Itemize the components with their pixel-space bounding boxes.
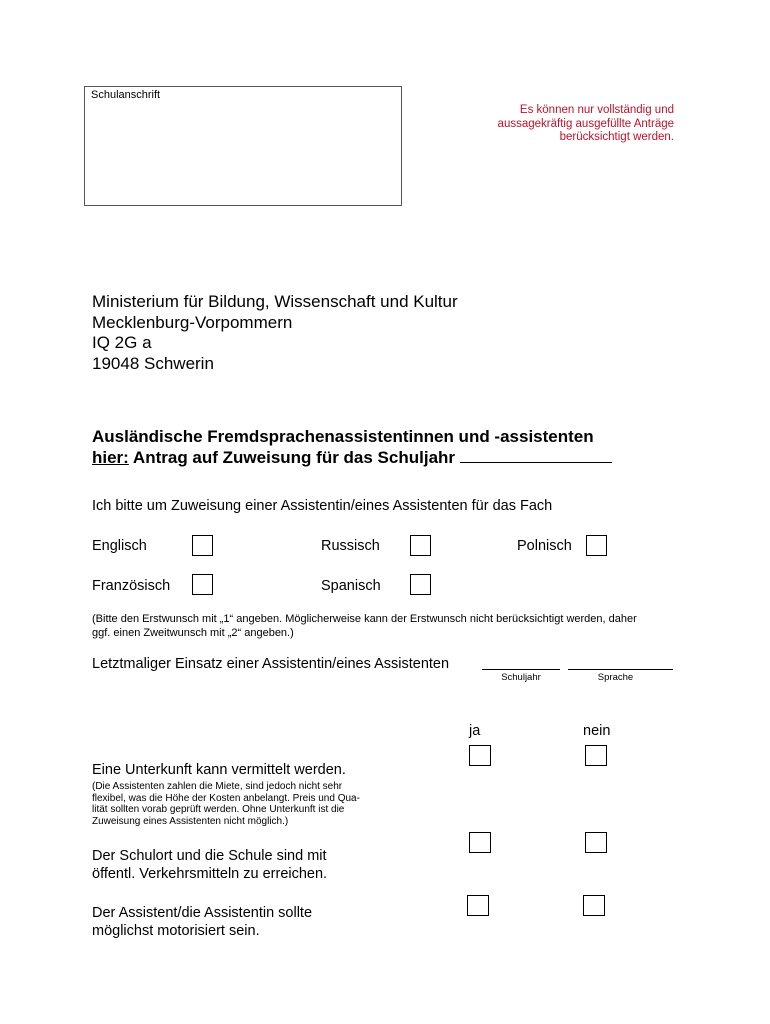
address-line: IQ 2G a <box>92 333 152 352</box>
q1-note-line: (Die Assistenten zahlen die Miete, sind jedoch nicht sehr <box>92 781 343 792</box>
title-line-2 <box>92 447 612 468</box>
school-address-label: Schulanschrift <box>91 89 161 101</box>
subject-englisch-checkbox[interactable] <box>192 535 213 556</box>
q1-note-line: flexibel, was die Höhe der Kosten anbelangt. Preis und Qua- <box>92 792 360 804</box>
address-line: Ministerium für Bildung, Wissenschaft und Kultur <box>92 292 458 311</box>
note-line: Es können nur vollständig und <box>519 104 674 116</box>
subject-spanisch-checkbox[interactable] <box>410 574 431 595</box>
address-line: Mecklenburg-Vorpommern <box>92 312 293 332</box>
schuljahr-caption: Schuljahr <box>501 672 541 683</box>
school-address-box[interactable] <box>84 86 402 206</box>
q2-line: Der Schulort und die Schule sind mit <box>92 848 327 864</box>
subject-russisch-label: Russisch <box>321 538 380 554</box>
q3-line: Der Assistent/die Assistentin sollte <box>92 905 313 921</box>
school-year-field[interactable] <box>460 448 612 463</box>
subject-polnisch-checkbox[interactable] <box>586 535 607 556</box>
column-ja: ja <box>469 723 481 739</box>
q2-text <box>92 847 327 883</box>
subject-englisch-label: Englisch <box>92 538 147 554</box>
last-use-schuljahr-field[interactable] <box>482 669 560 670</box>
form-title <box>92 426 612 468</box>
request-text: Ich bitte um Zuweisung einer Assistentin/eines Assistenten für das Fach <box>92 498 553 514</box>
q2-nein-checkbox[interactable] <box>585 832 607 853</box>
subject-franzoesisch-label: Französisch <box>92 578 171 594</box>
q2-ja-checkbox[interactable] <box>469 832 491 853</box>
sprache-caption: Sprache <box>597 672 634 683</box>
subject-polnisch-label: Polnisch <box>517 538 572 554</box>
note-line: aussagekräftig ausgefüllte Anträge <box>497 117 674 130</box>
title-line-1: Ausländische Fremdsprachenassistentinnen und -assistenten <box>92 427 594 446</box>
title-hier: hier: <box>92 448 129 467</box>
q1-ja-checkbox[interactable] <box>469 745 491 766</box>
last-use-text: Letztmaliger Einsatz einer Assistentin/eines Assistenten <box>92 656 450 672</box>
last-use-sprache-field[interactable] <box>568 669 673 670</box>
q3-ja-checkbox[interactable] <box>467 895 489 916</box>
note-line: berücksichtigt werden. <box>559 131 674 143</box>
q2-line: öffentl. Verkehrsmitteln zu erreichen. <box>92 866 328 882</box>
q1-note-line: Zuweisung eines Assistenten nicht möglich.) <box>92 815 289 827</box>
address-line: 19048 Schwerin <box>92 353 214 373</box>
q3-text <box>92 904 312 940</box>
column-nein: nein <box>583 723 611 739</box>
q1-note-line: lität sollten vorab geprüft werden. Ohne Unterkunft ist die <box>92 804 345 815</box>
subject-franzoesisch-checkbox[interactable] <box>192 574 213 595</box>
title-rest: Antrag auf Zuweisung für das Schuljahr <box>128 448 460 467</box>
hint-line: ggf. einen Zweitwunsch mit „2“ angeben.) <box>92 627 294 639</box>
subject-russisch-checkbox[interactable] <box>410 535 431 556</box>
q3-nein-checkbox[interactable] <box>583 895 605 916</box>
subject-spanisch-label: Spanisch <box>321 578 381 594</box>
q1-nein-checkbox[interactable] <box>585 745 607 766</box>
completeness-note <box>434 104 674 145</box>
recipient-address <box>92 292 458 374</box>
hint-line: (Bitte den Erstwunsch mit „1“ angeben. Möglicherweise kann der Erstwunsch nicht berücksichtigt werden, daher <box>92 613 637 625</box>
q1-note <box>92 781 392 827</box>
priority-hint <box>92 612 692 640</box>
q3-line: möglichst motorisiert sein. <box>92 923 260 939</box>
q1-title: Eine Unterkunft kann vermittelt werden. <box>92 762 346 778</box>
